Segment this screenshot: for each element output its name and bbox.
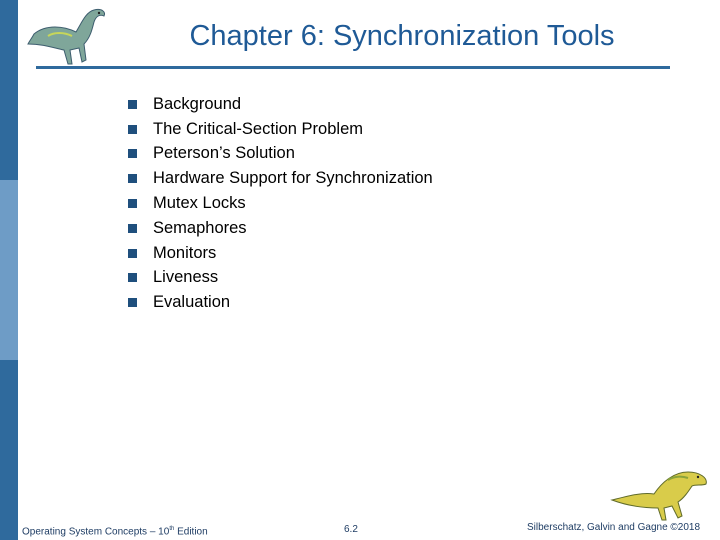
dinosaur-logo-icon — [24, 4, 110, 68]
square-bullet-icon — [128, 174, 137, 183]
square-bullet-icon — [128, 224, 137, 233]
bullet-item — [128, 290, 433, 315]
square-bullet-icon — [128, 149, 137, 158]
bullet-item — [128, 191, 433, 216]
square-bullet-icon — [128, 249, 137, 258]
bullet-text: Mutex Locks — [153, 194, 246, 213]
bullet-item — [128, 142, 433, 167]
bullet-item — [128, 266, 433, 291]
footer-copyright: Silberschatz, Galvin and Gagne ©2018 — [527, 522, 701, 533]
square-bullet-icon — [128, 298, 137, 307]
dinosaur-footer-icon — [608, 462, 712, 522]
bullet-item — [128, 241, 433, 266]
bullet-text: Evaluation — [153, 293, 231, 312]
footer-book-title: Operating System Concepts – 10th Edition — [22, 526, 208, 538]
bullet-text: Liveness — [153, 268, 219, 287]
left-sidebar-bar — [0, 0, 18, 540]
bullet-item — [128, 216, 433, 241]
bullet-text: Background — [153, 94, 242, 113]
bullet-list — [128, 92, 433, 315]
bullet-text: Peterson’s Solution — [153, 144, 295, 163]
sidebar-segment-bottom — [0, 360, 18, 540]
slide-title: Chapter 6: Synchronization Tools — [189, 20, 615, 52]
bullet-text: Monitors — [153, 243, 217, 262]
bullet-item — [128, 92, 433, 117]
bullet-text: The Critical-Section Problem — [153, 119, 363, 138]
bullet-text: Hardware Support for Synchronization — [153, 169, 433, 188]
square-bullet-icon — [128, 100, 137, 109]
sidebar-segment-top — [0, 0, 18, 180]
footer-page-number: 6.2 — [344, 524, 358, 535]
square-bullet-icon — [128, 273, 137, 282]
sidebar-segment-middle — [0, 180, 18, 360]
bullet-item — [128, 166, 433, 191]
bullet-item — [128, 117, 433, 142]
title-underline — [36, 66, 670, 69]
bullet-text: Semaphores — [153, 218, 247, 237]
square-bullet-icon — [128, 125, 137, 134]
square-bullet-icon — [128, 199, 137, 208]
